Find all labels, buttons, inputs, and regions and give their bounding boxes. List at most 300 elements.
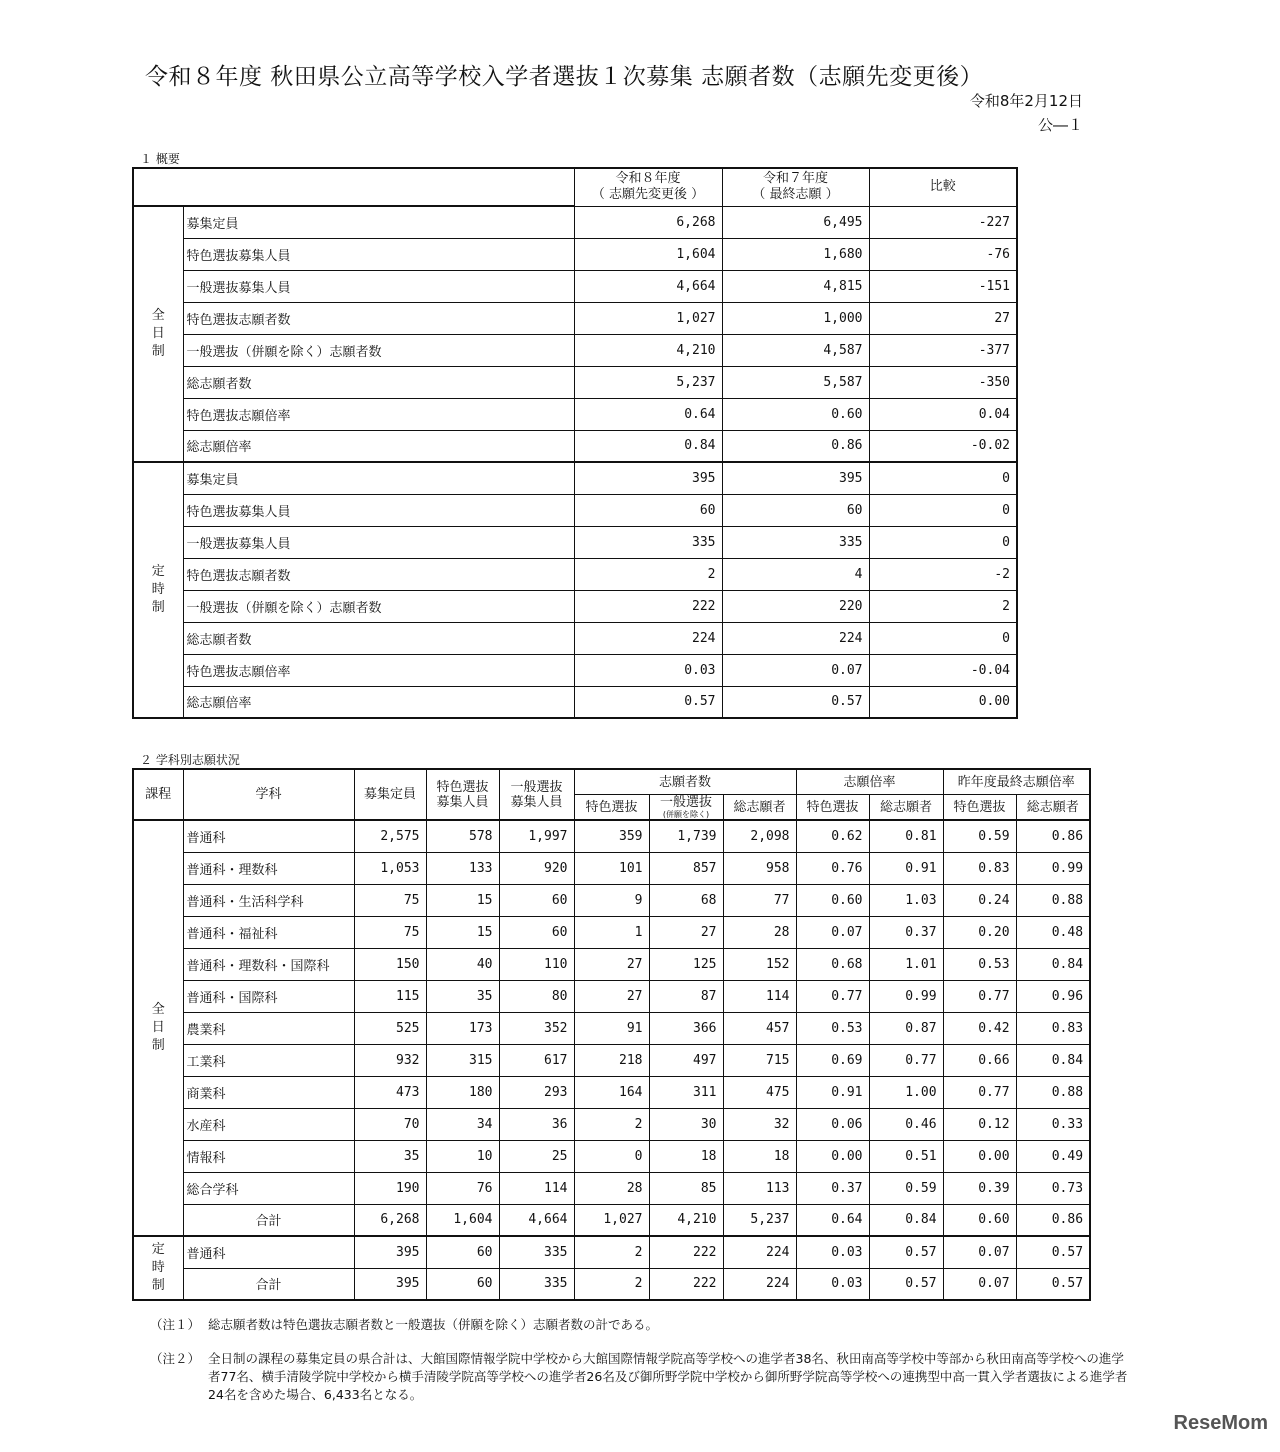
value-cell: 75 xyxy=(354,884,426,916)
value-cell: 91 xyxy=(574,1012,649,1044)
value-cell: 15 xyxy=(426,884,499,916)
value-cell: 2,575 xyxy=(354,820,426,852)
department-table xyxy=(132,768,1091,1301)
value-cell: 222 xyxy=(649,1268,723,1300)
value-cell: 0.86 xyxy=(1016,820,1090,852)
value-cell: 395 xyxy=(722,462,869,494)
value-cell: 0.59 xyxy=(943,820,1016,852)
value-cell: 6,268 xyxy=(574,206,722,238)
value-cell: 6,495 xyxy=(722,206,869,238)
value-cell: 28 xyxy=(574,1172,649,1204)
value-cell: 0.53 xyxy=(943,948,1016,980)
value-cell: 60 xyxy=(499,916,574,948)
table-row xyxy=(133,238,1017,270)
value-cell: 366 xyxy=(649,1012,723,1044)
value-cell: 150 xyxy=(354,948,426,980)
table-row xyxy=(133,916,1090,948)
table-row xyxy=(133,558,1017,590)
table-row xyxy=(133,270,1017,302)
value-cell: 0.59 xyxy=(869,1172,943,1204)
value-cell: 27 xyxy=(574,948,649,980)
item-label: 特色選抜募集人員 xyxy=(183,238,574,270)
dept-label: 普通科・理数科・国際科 xyxy=(183,948,354,980)
value-cell: 1,000 xyxy=(722,302,869,334)
table-row xyxy=(133,1140,1090,1172)
value-cell: 0.86 xyxy=(1016,1204,1090,1236)
value-cell: -2 xyxy=(869,558,1017,590)
table-row xyxy=(133,334,1017,366)
dept-label: 普通科・生活科学科 xyxy=(183,884,354,916)
value-cell: 27 xyxy=(574,980,649,1012)
value-cell: 0.07 xyxy=(796,916,869,948)
value-cell: 1,027 xyxy=(574,1204,649,1236)
value-cell: 36 xyxy=(499,1108,574,1140)
value-cell: 1,739 xyxy=(649,820,723,852)
header-course: 課程 xyxy=(133,769,183,820)
value-cell: 164 xyxy=(574,1076,649,1108)
course-char: 制 xyxy=(151,344,165,359)
value-cell: 932 xyxy=(354,1044,426,1076)
course-char: 制 xyxy=(151,600,165,615)
value-cell: 0 xyxy=(869,494,1017,526)
value-cell: 6,268 xyxy=(354,1204,426,1236)
value-cell: 0.73 xyxy=(1016,1172,1090,1204)
value-cell: 0.51 xyxy=(869,1140,943,1172)
value-cell: 60 xyxy=(499,884,574,916)
value-cell: 2 xyxy=(574,1236,649,1268)
value-cell: 1 xyxy=(574,916,649,948)
value-cell: 0.62 xyxy=(796,820,869,852)
value-cell: -377 xyxy=(869,334,1017,366)
value-cell: 0.77 xyxy=(796,980,869,1012)
value-cell: 10 xyxy=(426,1140,499,1172)
header-app-total: 総志願者 xyxy=(723,795,796,821)
value-cell: 4,210 xyxy=(649,1204,723,1236)
value-cell: 0.81 xyxy=(869,820,943,852)
value-cell: 1,680 xyxy=(722,238,869,270)
value-cell: 0.00 xyxy=(796,1140,869,1172)
table-row xyxy=(133,1108,1090,1140)
value-cell: 224 xyxy=(723,1268,796,1300)
item-label: 一般選抜募集人員 xyxy=(183,270,574,302)
value-cell: 218 xyxy=(574,1044,649,1076)
value-cell: 0.60 xyxy=(796,884,869,916)
value-cell: 0.07 xyxy=(943,1236,1016,1268)
value-cell: 2 xyxy=(574,1268,649,1300)
value-cell: 77 xyxy=(723,884,796,916)
value-cell: 0.57 xyxy=(1016,1236,1090,1268)
table-row xyxy=(133,1044,1090,1076)
table-row xyxy=(133,980,1090,1012)
value-cell: 75 xyxy=(354,916,426,948)
value-cell: 0.48 xyxy=(1016,916,1090,948)
value-cell: 0.84 xyxy=(1016,948,1090,980)
value-cell: 0.86 xyxy=(722,430,869,462)
value-cell: 35 xyxy=(426,980,499,1012)
value-cell: 857 xyxy=(649,852,723,884)
value-cell: 190 xyxy=(354,1172,426,1204)
section2-label: ２ 学科別志願状況 xyxy=(140,753,240,767)
value-cell: -350 xyxy=(869,366,1017,398)
value-cell: 475 xyxy=(723,1076,796,1108)
dept-label: 工業科 xyxy=(183,1044,354,1076)
dept-label: 農業科 xyxy=(183,1012,354,1044)
value-cell: 0.99 xyxy=(869,980,943,1012)
value-cell: 28 xyxy=(723,916,796,948)
dept-label: 普通科・福祉科 xyxy=(183,916,354,948)
value-cell: 4,815 xyxy=(722,270,869,302)
table-row xyxy=(133,494,1017,526)
table-row xyxy=(133,686,1017,718)
overview-table xyxy=(132,167,1018,719)
value-cell: 2 xyxy=(869,590,1017,622)
value-cell: 0.91 xyxy=(796,1076,869,1108)
header-app-special: 特色選抜 xyxy=(574,795,649,821)
dept-label: 合計 xyxy=(183,1204,354,1236)
value-cell: 1,053 xyxy=(354,852,426,884)
course-label xyxy=(133,820,183,1236)
value-cell: 80 xyxy=(499,980,574,1012)
value-cell: 0.84 xyxy=(1016,1044,1090,1076)
item-label: 募集定員 xyxy=(183,206,574,238)
value-cell: 60 xyxy=(426,1236,499,1268)
header-ratio-total: 総志願者 xyxy=(869,795,943,821)
value-cell: 473 xyxy=(354,1076,426,1108)
value-cell: 0.57 xyxy=(869,1268,943,1300)
header-general-cap: 一般選抜 募集人員 xyxy=(499,769,574,820)
value-cell: -76 xyxy=(869,238,1017,270)
value-cell: 114 xyxy=(723,980,796,1012)
item-label: 特色選抜志願倍率 xyxy=(183,398,574,430)
value-cell: 0.64 xyxy=(574,398,722,430)
dept-label: 総合学科 xyxy=(183,1172,354,1204)
item-label: 総志願倍率 xyxy=(183,430,574,462)
value-cell: 0.69 xyxy=(796,1044,869,1076)
value-cell: 0.77 xyxy=(943,980,1016,1012)
watermark-logo: ReseMom xyxy=(1173,1412,1268,1434)
value-cell: 4,664 xyxy=(499,1204,574,1236)
course-char: 日 xyxy=(151,326,165,341)
value-cell: 395 xyxy=(574,462,722,494)
header-capacity: 募集定員 xyxy=(354,769,426,820)
value-cell: 0.84 xyxy=(869,1204,943,1236)
dept-label: 普通科 xyxy=(183,820,354,852)
value-cell: 0.00 xyxy=(869,686,1017,718)
value-cell: 220 xyxy=(722,590,869,622)
table-row xyxy=(133,206,1017,238)
dept-label: 商業科 xyxy=(183,1076,354,1108)
value-cell: 335 xyxy=(722,526,869,558)
table-row xyxy=(133,820,1090,852)
value-cell: 0.60 xyxy=(943,1204,1016,1236)
value-cell: 0.64 xyxy=(796,1204,869,1236)
document-code: 公―１ xyxy=(1037,116,1083,134)
course-label xyxy=(133,1236,183,1300)
value-cell: 222 xyxy=(574,590,722,622)
course-char: 全 xyxy=(151,308,165,323)
table-row xyxy=(133,430,1017,462)
table-row xyxy=(133,526,1017,558)
value-cell: 0.77 xyxy=(869,1044,943,1076)
value-cell: 0.07 xyxy=(722,654,869,686)
header-ly-special: 特色選抜 xyxy=(943,795,1016,821)
header-special-cap: 特色選抜 募集人員 xyxy=(426,769,499,820)
value-cell: 359 xyxy=(574,820,649,852)
value-cell: 0.04 xyxy=(869,398,1017,430)
value-cell: 15 xyxy=(426,916,499,948)
value-cell: 0.91 xyxy=(869,852,943,884)
value-cell: 0.42 xyxy=(943,1012,1016,1044)
course-char: 日 xyxy=(151,1020,165,1035)
dept-label: 情報科 xyxy=(183,1140,354,1172)
item-label: 一般選抜（併願を除く）志願者数 xyxy=(183,334,574,366)
dept-label: 普通科・理数科 xyxy=(183,852,354,884)
value-cell: 68 xyxy=(649,884,723,916)
value-cell: -227 xyxy=(869,206,1017,238)
value-cell: 70 xyxy=(354,1108,426,1140)
section1-label: １ 概要 xyxy=(140,152,180,166)
value-cell: 0.88 xyxy=(1016,884,1090,916)
value-cell: 0.88 xyxy=(1016,1076,1090,1108)
item-label: 特色選抜志願倍率 xyxy=(183,654,574,686)
table-row xyxy=(133,1236,1090,1268)
page-title: 令和８年度 秋田県公立高等学校入学者選抜１次募集 志願者数（志願先変更後） xyxy=(145,64,984,90)
value-cell: 180 xyxy=(426,1076,499,1108)
value-cell: 0.77 xyxy=(943,1076,1016,1108)
value-cell: 617 xyxy=(499,1044,574,1076)
course-char: 時 xyxy=(151,582,165,597)
table-row xyxy=(133,654,1017,686)
item-label: 一般選抜（併願を除く）志願者数 xyxy=(183,590,574,622)
value-cell: 0.76 xyxy=(796,852,869,884)
item-label: 総志願倍率 xyxy=(183,686,574,718)
value-cell: 0.68 xyxy=(796,948,869,980)
value-cell: 4,210 xyxy=(574,334,722,366)
value-cell: 1.00 xyxy=(869,1076,943,1108)
header-ly-total: 総志願者 xyxy=(1016,795,1090,821)
table-row xyxy=(133,398,1017,430)
table-row xyxy=(133,1172,1090,1204)
table-row xyxy=(133,1268,1090,1300)
value-cell: 1,997 xyxy=(499,820,574,852)
value-cell: 1,604 xyxy=(574,238,722,270)
note-2: （注２） 全日制の課程の募集定員の県合計は、大館国際情報学院中学校から大館国際情報学院高等学校への進学者38名、秋田南高等学校中等部から秋田南高等学校への進学者77名、横手清陵学院中学校から横手清陵学院高等学校への進学者26名及び御所野学院中学校から御所野学院高等学校への連携型中高一貫入学者選抜による進学者24名を含めた場合、6,433名となる。 xyxy=(150,1351,1128,1402)
value-cell: 0.57 xyxy=(869,1236,943,1268)
value-cell: 315 xyxy=(426,1044,499,1076)
value-cell: 25 xyxy=(499,1140,574,1172)
value-cell: 457 xyxy=(723,1012,796,1044)
value-cell: 76 xyxy=(426,1172,499,1204)
value-cell: 920 xyxy=(499,852,574,884)
value-cell: 0.12 xyxy=(943,1108,1016,1140)
value-cell: 352 xyxy=(499,1012,574,1044)
value-cell: 224 xyxy=(722,622,869,654)
course-char: 定 xyxy=(151,1242,165,1257)
note-1: （注１） 総志願者数は特色選抜志願者数と一般選抜（併願を除く）志願者数の計である。 xyxy=(150,1317,659,1332)
table-row xyxy=(133,622,1017,654)
table-row xyxy=(133,590,1017,622)
value-cell: 0.03 xyxy=(796,1236,869,1268)
value-cell: 5,237 xyxy=(574,366,722,398)
value-cell: 715 xyxy=(723,1044,796,1076)
value-cell: 152 xyxy=(723,948,796,980)
value-cell: -151 xyxy=(869,270,1017,302)
course-char: 制 xyxy=(151,1278,165,1293)
value-cell: 1,027 xyxy=(574,302,722,334)
value-cell: 60 xyxy=(574,494,722,526)
value-cell: 113 xyxy=(723,1172,796,1204)
value-cell: 1.01 xyxy=(869,948,943,980)
value-cell: 0.66 xyxy=(943,1044,1016,1076)
value-cell: 222 xyxy=(649,1236,723,1268)
header-app-general: 一般選抜 (併願を除く) xyxy=(649,795,723,821)
item-label: 募集定員 xyxy=(183,462,574,494)
course-char: 時 xyxy=(151,1260,165,1275)
table-row xyxy=(133,366,1017,398)
value-cell: 958 xyxy=(723,852,796,884)
header-last-year: 昨年度最終志願倍率 xyxy=(943,769,1090,795)
value-cell: 27 xyxy=(869,302,1017,334)
value-cell: 87 xyxy=(649,980,723,1012)
item-label: 一般選抜募集人員 xyxy=(183,526,574,558)
value-cell: 30 xyxy=(649,1108,723,1140)
item-label: 総志願者数 xyxy=(183,366,574,398)
value-cell: 1,604 xyxy=(426,1204,499,1236)
item-label: 特色選抜志願者数 xyxy=(183,558,574,590)
value-cell: 173 xyxy=(426,1012,499,1044)
header-r8: 令和８年度 （ 志願先変更後 ） xyxy=(574,168,722,206)
value-cell: 311 xyxy=(649,1076,723,1108)
value-cell: 525 xyxy=(354,1012,426,1044)
course-label xyxy=(133,206,183,462)
table-row xyxy=(133,884,1090,916)
value-cell: 60 xyxy=(722,494,869,526)
value-cell: 578 xyxy=(426,820,499,852)
value-cell: 2 xyxy=(574,558,722,590)
table-row xyxy=(133,948,1090,980)
value-cell: 18 xyxy=(723,1140,796,1172)
table-row xyxy=(133,1076,1090,1108)
dept-label: 合計 xyxy=(183,1268,354,1300)
value-cell: 35 xyxy=(354,1140,426,1172)
value-cell: 4,664 xyxy=(574,270,722,302)
value-cell: 0 xyxy=(574,1140,649,1172)
table-row xyxy=(133,462,1017,494)
value-cell: 0 xyxy=(869,462,1017,494)
course-char: 全 xyxy=(151,1002,165,1017)
value-cell: 18 xyxy=(649,1140,723,1172)
value-cell: 293 xyxy=(499,1076,574,1108)
course-char: 定 xyxy=(151,564,165,579)
value-cell: 0.33 xyxy=(1016,1108,1090,1140)
value-cell: 4,587 xyxy=(722,334,869,366)
header-applicants: 志願者数 xyxy=(574,769,796,795)
value-cell: 0.39 xyxy=(943,1172,1016,1204)
value-cell: 60 xyxy=(426,1268,499,1300)
value-cell: 125 xyxy=(649,948,723,980)
value-cell: 114 xyxy=(499,1172,574,1204)
value-cell: 85 xyxy=(649,1172,723,1204)
value-cell: 34 xyxy=(426,1108,499,1140)
value-cell: 115 xyxy=(354,980,426,1012)
value-cell: 0.07 xyxy=(943,1268,1016,1300)
value-cell: 0.60 xyxy=(722,398,869,430)
item-label: 特色選抜志願者数 xyxy=(183,302,574,334)
value-cell: 224 xyxy=(723,1236,796,1268)
dept-label: 普通科 xyxy=(183,1236,354,1268)
value-cell: 40 xyxy=(426,948,499,980)
table-row xyxy=(133,1204,1090,1236)
header-dept: 学科 xyxy=(183,769,354,820)
table-row xyxy=(133,852,1090,884)
value-cell: 0.03 xyxy=(574,654,722,686)
value-cell: 0.99 xyxy=(1016,852,1090,884)
value-cell: 0.53 xyxy=(796,1012,869,1044)
value-cell: 2 xyxy=(574,1108,649,1140)
value-cell: 5,587 xyxy=(722,366,869,398)
value-cell: 0.24 xyxy=(943,884,1016,916)
value-cell: 0 xyxy=(869,526,1017,558)
value-cell: 224 xyxy=(574,622,722,654)
value-cell: -0.02 xyxy=(869,430,1017,462)
value-cell: 0.00 xyxy=(943,1140,1016,1172)
item-label: 総志願者数 xyxy=(183,622,574,654)
value-cell: 133 xyxy=(426,852,499,884)
value-cell: 335 xyxy=(499,1268,574,1300)
dept-label: 普通科・国際科 xyxy=(183,980,354,1012)
value-cell: 0.83 xyxy=(1016,1012,1090,1044)
value-cell: 497 xyxy=(649,1044,723,1076)
value-cell: 2,098 xyxy=(723,820,796,852)
header-r7: 令和７年度 （ 最終志願 ） xyxy=(722,168,869,206)
header-compare: 比較 xyxy=(869,168,1017,206)
value-cell: -0.04 xyxy=(869,654,1017,686)
document-date: 令和8年2月12日 xyxy=(969,92,1083,110)
value-cell: 0.96 xyxy=(1016,980,1090,1012)
value-cell: 0.20 xyxy=(943,916,1016,948)
course-char: 制 xyxy=(151,1038,165,1053)
table-row xyxy=(133,302,1017,334)
value-cell: 32 xyxy=(723,1108,796,1140)
value-cell: 0.03 xyxy=(796,1268,869,1300)
value-cell: 0.57 xyxy=(574,686,722,718)
value-cell: 335 xyxy=(574,526,722,558)
value-cell: 0 xyxy=(869,622,1017,654)
value-cell: 0.49 xyxy=(1016,1140,1090,1172)
value-cell: 0.84 xyxy=(574,430,722,462)
value-cell: 110 xyxy=(499,948,574,980)
value-cell: 335 xyxy=(499,1236,574,1268)
course-label xyxy=(133,462,183,718)
value-cell: 0.87 xyxy=(869,1012,943,1044)
value-cell: 1.03 xyxy=(869,884,943,916)
value-cell: 0.37 xyxy=(796,1172,869,1204)
value-cell: 0.37 xyxy=(869,916,943,948)
value-cell: 395 xyxy=(354,1268,426,1300)
value-cell: 0.83 xyxy=(943,852,1016,884)
notes xyxy=(150,1316,1128,1420)
table-row xyxy=(133,1012,1090,1044)
value-cell: 0.46 xyxy=(869,1108,943,1140)
header-ratio: 志願倍率 xyxy=(796,769,943,795)
value-cell: 9 xyxy=(574,884,649,916)
value-cell: 0.06 xyxy=(796,1108,869,1140)
value-cell: 4 xyxy=(722,558,869,590)
item-label: 特色選抜募集人員 xyxy=(183,494,574,526)
value-cell: 0.57 xyxy=(1016,1268,1090,1300)
value-cell: 101 xyxy=(574,852,649,884)
blank-header xyxy=(133,168,574,206)
